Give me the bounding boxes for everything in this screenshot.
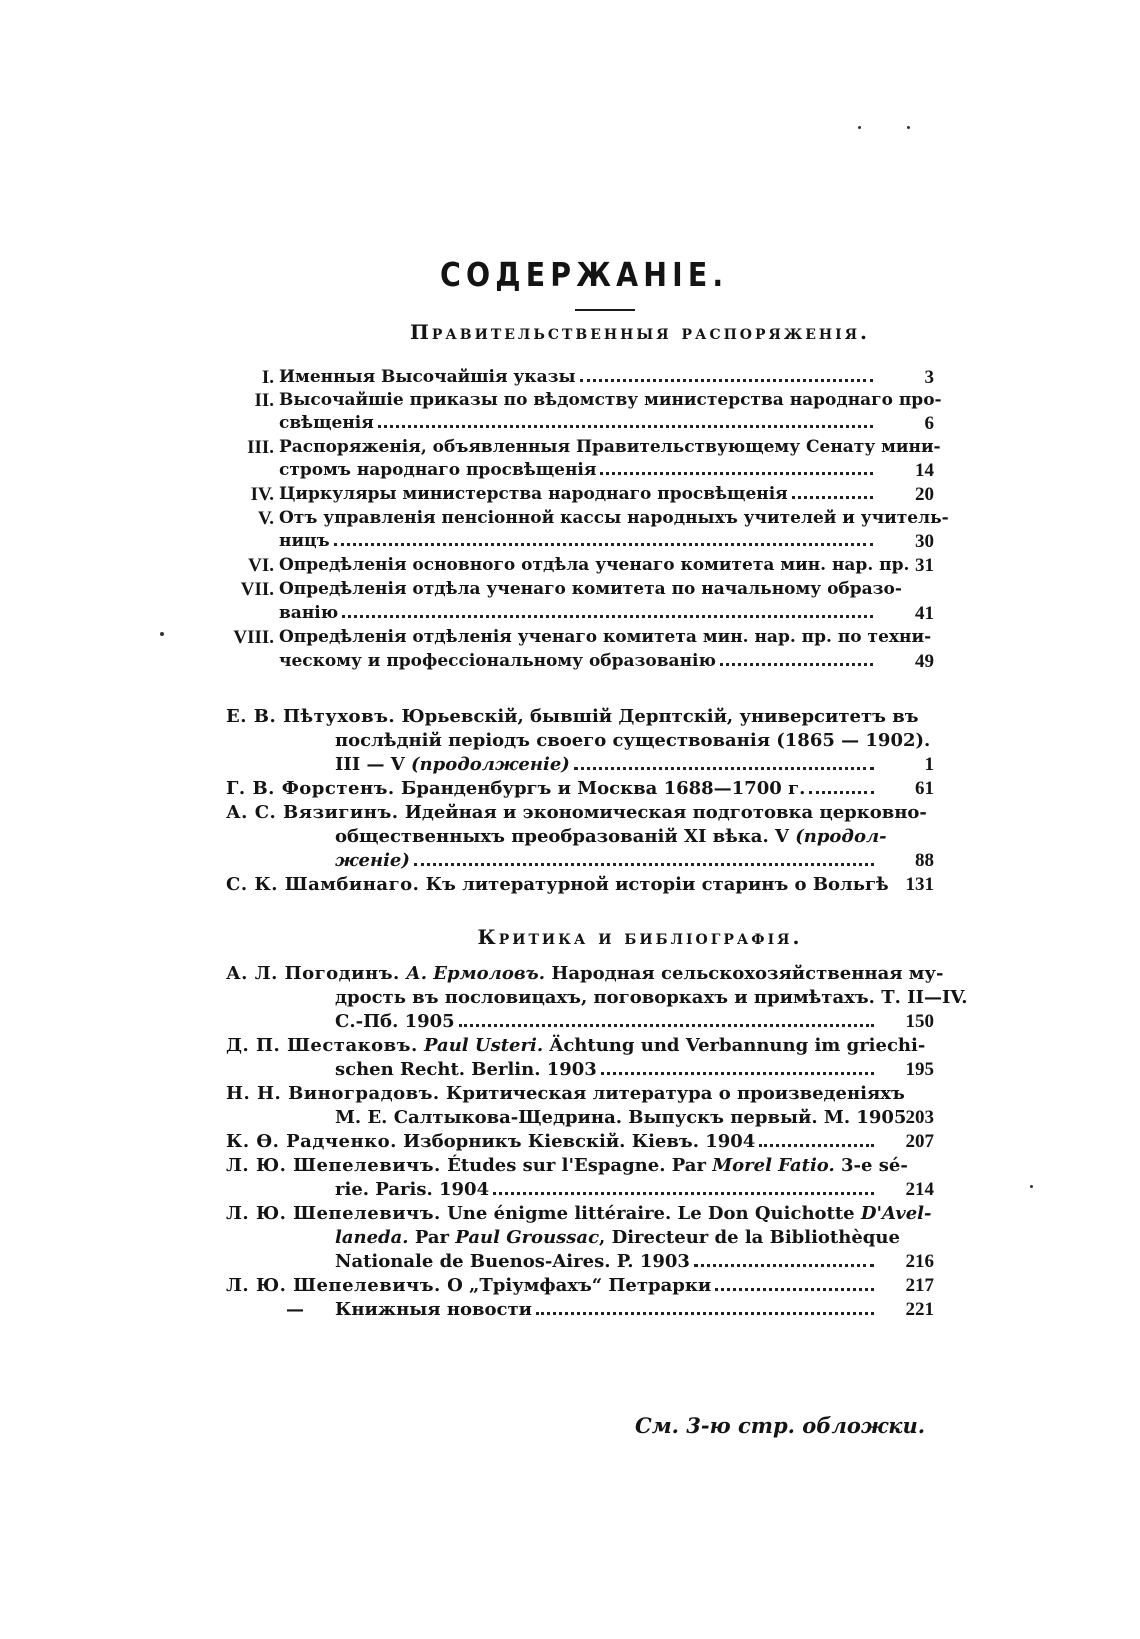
- entry-number: IV.: [250, 484, 274, 505]
- entry-title-cont: ницъ: [279, 531, 330, 551]
- entry-title-cont: Nationale de Buenos-Aires. P. 1903: [335, 1251, 690, 1272]
- entry-title-cont: laneda.: [335, 1227, 409, 1248]
- entry-title-cont: М. Е. Салтыкова-Щедрина. Выпускъ первый. М. 1905: [335, 1107, 907, 1128]
- page-title: СОДЕРЖАНІЕ.: [440, 255, 729, 294]
- entry-title: Критическая литература о произведеніяхъ: [445, 1083, 905, 1104]
- page-number: 88: [915, 850, 934, 871]
- page-number: 14: [915, 460, 934, 481]
- page-number: 207: [905, 1131, 934, 1152]
- entry-title: Ächtung und Verbannung im griechi-: [549, 1035, 926, 1056]
- entry-title-cont: ванію: [279, 603, 339, 623]
- entry-title-cont: Par: [408, 1227, 456, 1248]
- entry-dash: —: [286, 1299, 304, 1320]
- page-number: 217: [905, 1275, 934, 1296]
- entry-title-cont: , Directeur de la Bibliothèque: [599, 1227, 900, 1248]
- entry-title-cont: стромъ народнаго просвѣщенія: [279, 460, 597, 480]
- entry-title: Идейная и экономическая подготовка церковно-: [404, 802, 927, 823]
- entry-author: А. Л. Погодинъ.: [226, 963, 400, 984]
- section-heading-government: Правительственныя распоряженія.: [409, 320, 871, 344]
- entry-title: Опредѣленія отдѣла ученаго комитета по начальному образо-: [279, 579, 902, 599]
- page-number: 131: [905, 874, 934, 895]
- entry-title: Une énigme littéraire. Le Don Quichotte: [447, 1203, 861, 1224]
- scan-speck: [858, 126, 861, 129]
- title-rule: [575, 309, 635, 311]
- entry-title-cont: rie. Paris. 1904: [335, 1179, 490, 1200]
- entry-continued-note: (продолженіе): [411, 754, 570, 775]
- page-number: 20: [915, 484, 934, 505]
- entry-title: Юрьевскій, бывшій Дерптскій, университетъ въ: [401, 706, 919, 727]
- entry-number: VIII.: [233, 627, 274, 648]
- entry-title: Именныя Высочайшія указы: [279, 367, 576, 387]
- entry-author: К. Ѳ. Радченко.: [226, 1131, 397, 1152]
- entry-title: Высочайшіе приказы по вѣдомству министерства народнаго про-: [279, 390, 942, 410]
- reviewed-author: А. Ермоловъ.: [406, 963, 546, 984]
- entry-author: Н. Н. Виноградовъ.: [226, 1083, 440, 1104]
- page-number: 49: [915, 651, 934, 672]
- entry-continued-note: (продол-: [795, 826, 887, 847]
- reviewed-author: Morel Fatio.: [712, 1155, 835, 1176]
- entry-title: Циркуляры министерства народнаго просвѣщенія: [279, 484, 788, 504]
- entry-title-cont: послѣдній періодъ своего существованія (1865 — 1902).: [335, 730, 931, 751]
- page-number: 61: [915, 778, 934, 799]
- entry-title-cont: общественныхъ преобразованій XI вѣка. V: [335, 826, 796, 847]
- entry-title-cont: дрость въ пословицахъ, поговоркахъ и примѣтахъ. Т. II—IV.: [335, 987, 968, 1008]
- scan-speck: [160, 632, 164, 636]
- page-number: 1: [924, 754, 934, 775]
- entry-number: VII.: [240, 579, 274, 600]
- scan-speck: [1030, 1185, 1033, 1188]
- entry-author: Д. П. Шестаковъ.: [226, 1035, 418, 1056]
- entry-title: Народная сельскохозяйственная му-: [551, 963, 944, 984]
- reviewed-author: Paul Usteri.: [424, 1035, 544, 1056]
- entry-number: II.: [254, 390, 274, 411]
- reviewed-work-author: D'Avel-: [860, 1203, 932, 1224]
- entry-title: Къ литературной исторіи старинъ о Вольгѣ: [425, 874, 889, 895]
- entry-title: Книжныя новости: [335, 1299, 533, 1320]
- page-number: 41: [915, 603, 934, 624]
- entry-title: Изборникъ Кіевскій. Кіевъ. 1904: [403, 1131, 756, 1152]
- entry-number: III.: [247, 437, 274, 458]
- page-number: 214: [905, 1179, 934, 1200]
- entry-title: Отъ управленія пенсіонной кассы народныхъ учителей и учитель-: [279, 508, 949, 528]
- entry-author: Е. В. Пѣтуховъ.: [226, 706, 396, 727]
- entry-title: Études sur l'Espagne. Par: [447, 1155, 713, 1176]
- page-number: 30: [915, 531, 934, 552]
- scan-speck: [907, 126, 910, 129]
- entry-title-cont: schen Recht. Berlin. 1903: [335, 1059, 597, 1080]
- entry-title-cont: свѣщенія: [279, 413, 374, 433]
- entry-number: V.: [257, 508, 274, 529]
- reviewed-author: Paul Groussac: [455, 1227, 600, 1248]
- page-number: 150: [905, 1011, 934, 1032]
- entry-title: Опредѣленія основного отдѣла ученаго комитета мин. нар. пр.: [279, 555, 910, 575]
- entry-author: А. С. Вязигинъ.: [226, 802, 399, 823]
- page-number: 221: [905, 1299, 934, 1320]
- entry-continued-note-cont: женіе): [335, 850, 410, 871]
- entry-title: Опредѣленія отдѣленія ученаго комитета мин. нар. пр. по техни-: [279, 627, 932, 647]
- section-heading-criticism: Критика и библіографія.: [477, 925, 803, 949]
- entry-author: Л. Ю. Шепелевичъ.: [226, 1275, 441, 1296]
- cover-note: См. 3-ю стр. обложки.: [635, 1413, 926, 1438]
- entry-title: Распоряженія, объявленныя Правительствующему Сенату мини-: [279, 437, 941, 457]
- entry-title-cont: С.-Пб. 1905: [335, 1011, 455, 1032]
- entry-author: Г. В. Форстенъ.: [226, 778, 395, 799]
- entry-number: VI.: [248, 555, 274, 576]
- entry-title-tail: 3-e sé-: [834, 1155, 908, 1176]
- page-number: 195: [905, 1059, 934, 1080]
- entry-author: С. К. Шамбинаго.: [226, 874, 420, 895]
- entry-author: Л. Ю. Шепелевичъ.: [226, 1155, 441, 1176]
- entry-title-cont: ческому и профессіональному образованію: [279, 651, 716, 671]
- page-number: 6: [924, 413, 934, 434]
- page-number: 203: [905, 1107, 934, 1128]
- entry-number: I.: [261, 367, 274, 388]
- entry-title: О „Тріумфахъ“ Петрарки: [447, 1275, 712, 1296]
- entry-title: Бранденбургъ и Москва 1688—1700 г.: [400, 778, 806, 799]
- page-number: 216: [905, 1251, 934, 1272]
- page-number: 31: [915, 555, 934, 576]
- entry-author: Л. Ю. Шепелевичъ.: [226, 1203, 441, 1224]
- entry-title-cont: III — V: [335, 754, 412, 775]
- page-number: 3: [924, 367, 934, 388]
